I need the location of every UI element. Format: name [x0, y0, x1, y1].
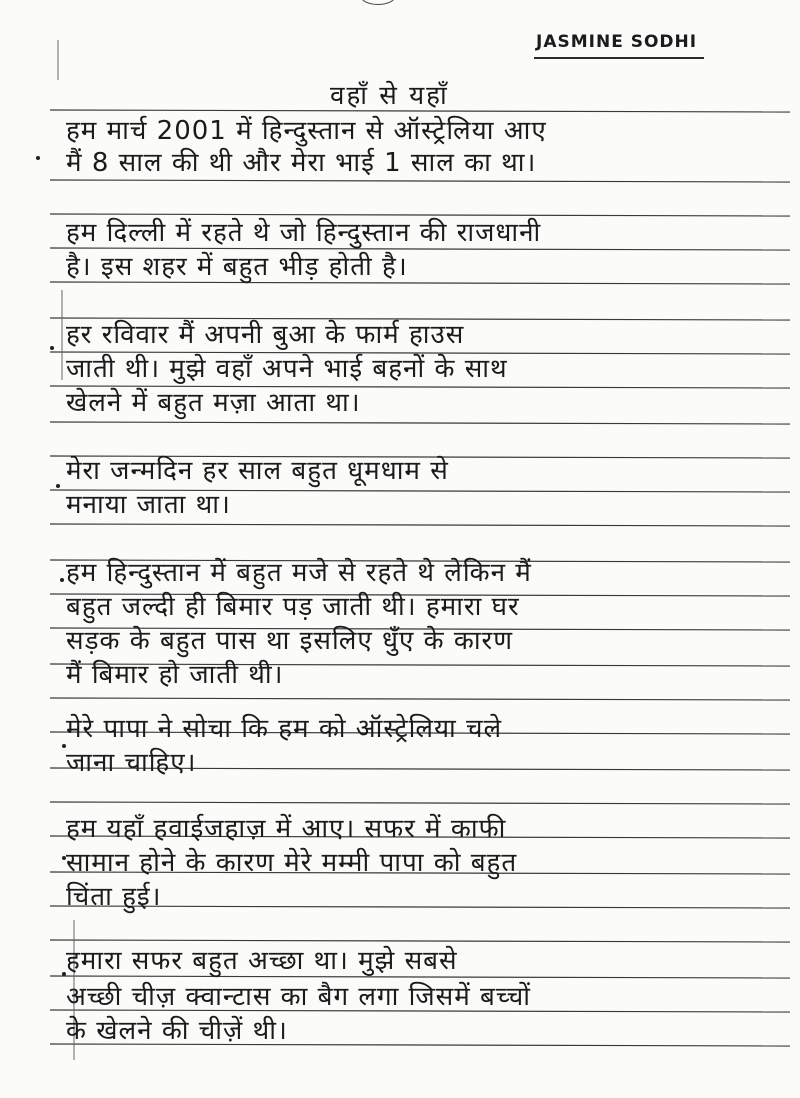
author-name: JASMINE SODHI: [536, 32, 698, 52]
text-line: मनाया जाता था।: [66, 490, 231, 520]
text-line: चिंता हुई।: [66, 882, 162, 912]
text-line: अच्छी चीज़ क्वान्टास का बैग लगा जिसमें बच्चों: [66, 982, 531, 1012]
text-line: बहुत जल्दी ही बिमार पड़ जाती थी। हमारा घर: [66, 592, 520, 622]
text-line: सड़क के बहुत पास था इसलिए धुँए के कारण: [66, 626, 513, 656]
paragraph-marker: [50, 346, 54, 350]
text-line: मेरे पापा ने सोचा कि हम को ऑस्ट्रेलिया चले: [66, 714, 503, 744]
text-line: मैं बिमार हो जाती थी।: [66, 660, 284, 690]
essay-title: वहाँ से यहाँ: [330, 81, 449, 111]
paragraph-marker: [36, 156, 40, 160]
text-line: के खेलने की चीज़ें थी।: [66, 1016, 288, 1046]
text-line: हम दिल्ली में रहते थे जो हिन्दुस्तान की राजधानी: [66, 218, 542, 248]
text-line: हम मार्च 2001 में हिन्दुस्तान से ऑस्ट्रेलिया आए: [66, 116, 547, 146]
text-line: है। इस शहर में बहुत भीड़ होती है।: [66, 252, 408, 282]
text-line: हमारा सफर बहुत अच्छा था। मुझे सबसे: [66, 946, 458, 976]
text-line: हम यहाँ हवाईजहाज़ में आए। सफर में काफी: [66, 814, 507, 844]
text-line: हम हिन्दुस्तान में बहुत मजे से रहते थे लेकिन मैं: [66, 558, 532, 588]
author-underline: [534, 57, 704, 59]
paragraph-marker: [56, 484, 60, 488]
text-line: सामान होने के कारण मेरे मम्मी पापा को बहुत: [66, 848, 518, 878]
text-line: मेरा जन्मदिन हर साल बहुत धूमधाम से: [66, 456, 449, 486]
paragraph-marker: [60, 578, 64, 582]
text-line: हर रविवार मैं अपनी बुआ के फार्म हाउस: [66, 320, 465, 350]
text-line: जाना चाहिए।: [66, 748, 197, 778]
text-line: खेलने में बहुत मज़ा आता था।: [66, 388, 361, 418]
text-line: जाती थी। मुझे वहाँ अपने भाई बहनों के साथ: [66, 354, 508, 384]
text-line: मैं 8 साल की थी और मेरा भाई 1 साल का था।: [66, 148, 537, 178]
